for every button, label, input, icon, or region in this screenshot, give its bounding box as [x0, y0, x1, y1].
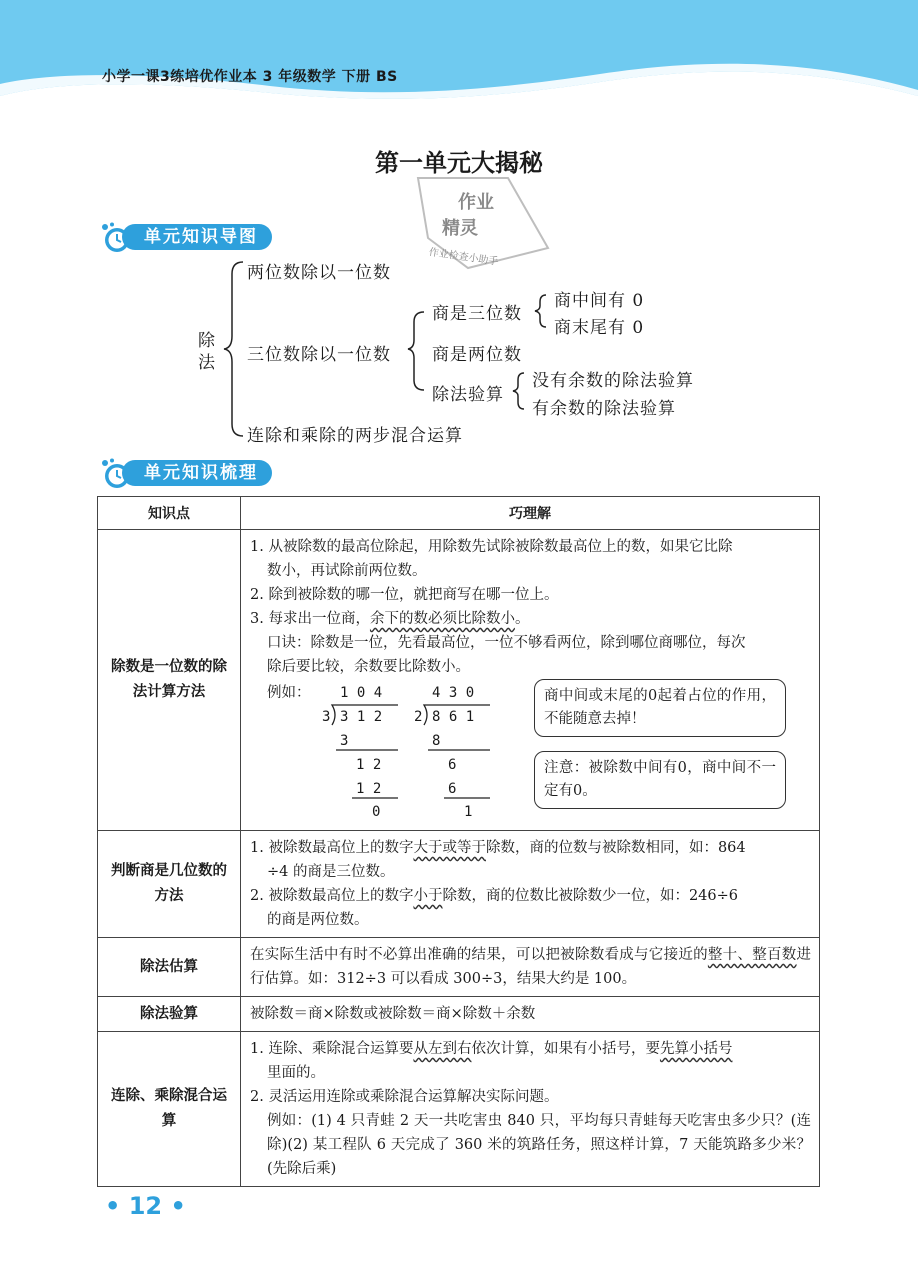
row-content-quotient-digits: [241, 831, 820, 938]
mindmap-b2-sub3-a: 没有余数的除法验算: [532, 371, 694, 391]
long-division-2: 4 3 0 2 8 6 1 8 6 6 1: [406, 679, 496, 825]
example-area: [250, 679, 811, 825]
callout-note-1: 商中间或末尾的0起着占位的作用，不能随意去掉！: [534, 679, 786, 737]
table-row: [98, 997, 820, 1032]
text-line: 2. 灵活运用连除或乘除混合运算解决实际问题。: [250, 1089, 559, 1105]
row-content-mixed-ops: [241, 1032, 820, 1187]
mindmap-b2-sub1-a: 商中间有 0: [554, 291, 645, 311]
table-header-knowledge-point: 知识点: [98, 497, 241, 530]
text-line: 1. 连除、乘除混合运算要从左到右依次计算，如果有小括号，要先算小括号: [250, 1041, 733, 1057]
row-content-division-method: [241, 530, 820, 831]
text-line: 例如：(1) 4 只青蛙 2 天一共吃害虫 840 只，平均每只青蛙每天吃害虫多少只？(连除)(2) 某工程队 6 天完成了 360 米的筑路任务，照这样计算，7 天能筑路多少米？(先除后乘): [267, 1113, 811, 1177]
table-row: [98, 938, 820, 997]
section-title-review: 单元知识梳理: [122, 460, 272, 486]
row-content-estimation: [241, 938, 820, 997]
table-header-row: [98, 497, 820, 530]
row-label-check: 除法验算: [98, 997, 241, 1032]
text-line: 除后要比较，余数要比除数小。: [267, 659, 470, 675]
mindmap-b2-sub1: 商是三位数: [432, 304, 522, 324]
text-line: 在实际生活中有时不必算出准确的结果，可以把被除数看成与它接近的整十、整百数进行估算。如：312÷3 可以看成 300÷3，结果大约是 100。: [250, 947, 812, 987]
section-title-mindmap: 单元知识导图: [122, 224, 272, 250]
text-line: 1. 被除数最高位上的数字大于或等于除数，商的位数与被除数相同，如：864: [250, 840, 746, 856]
row-label-estimation: 除法估算: [98, 938, 241, 997]
text-line: 3. 每求出一位商，余下的数必须比除数小。: [250, 611, 530, 627]
text-line: 数小，再试除前两位数。: [267, 563, 427, 579]
page-title: 第一单元大揭秘: [375, 149, 543, 177]
row-label-division-method: 除数是一位数的除法计算方法: [98, 530, 241, 831]
text-line: ÷4 的商是三位数。: [267, 864, 395, 880]
mindmap-root: 除法: [198, 331, 216, 373]
mindmap-b2-sub1-b: 商末尾有 0: [554, 318, 645, 338]
page-number: • 12 •: [105, 1192, 186, 1220]
mindmap-branch-2: 三位数除以一位数: [247, 345, 391, 365]
text-line: 2. 被除数最高位上的数字小于除数，商的位数比被除数少一位，如：246÷6: [250, 888, 739, 904]
mindmap-b2-sub3: 除法验算: [432, 385, 504, 405]
knowledge-table: [97, 496, 820, 1187]
mindmap-b2-sub2: 商是两位数: [432, 345, 522, 365]
table-row: [98, 530, 820, 831]
table-row: [98, 1032, 820, 1187]
table-row: [98, 831, 820, 938]
svg-text:作业: 作业: [458, 192, 494, 213]
mindmap-branch-1: 两位数除以一位数: [247, 263, 391, 283]
section-badge-review: [100, 458, 300, 488]
text-line: 口诀：除数是一位，先看最高位，一位不够看两位，除到哪位商哪位，每次: [267, 635, 746, 651]
header-text: 小学一课3练培优作业本 3 年级数学 下册 BS: [102, 69, 398, 85]
row-label-mixed-ops: 连除、乘除混合运算: [98, 1032, 241, 1187]
mindmap-branch-3: 连除和乘除的两步混合运算: [247, 426, 463, 446]
text-line: 1. 从被除数的最高位除起，用除数先试除被除数最高位上的数，如果它比除: [250, 539, 733, 555]
example-label: 例如：: [267, 685, 311, 701]
svg-text:精灵: 精灵: [442, 218, 478, 239]
text-line: 里面的。: [267, 1065, 325, 1081]
row-content-check: 被除数＝商×除数或被除数＝商×除数＋余数: [241, 997, 820, 1032]
table-header-understanding: 巧理解: [241, 497, 820, 530]
text-line: 的商是两位数。: [267, 912, 369, 928]
row-label-quotient-digits: 判断商是几位数的方法: [98, 831, 241, 938]
long-division-1: 1 0 4 3 3 1 2 3 1 2 1 2 0: [314, 679, 404, 825]
mindmap-b2-sub3-b: 有余数的除法验算: [532, 399, 676, 419]
callout-note-2: 注意：被除数中间有0，商中间不一定有0。: [534, 751, 786, 809]
svg-text:作业检查小助手: 作业检查小助手: [428, 247, 499, 268]
text-line: 2. 除到被除数的哪一位，就把商写在哪一位上。: [250, 587, 559, 603]
